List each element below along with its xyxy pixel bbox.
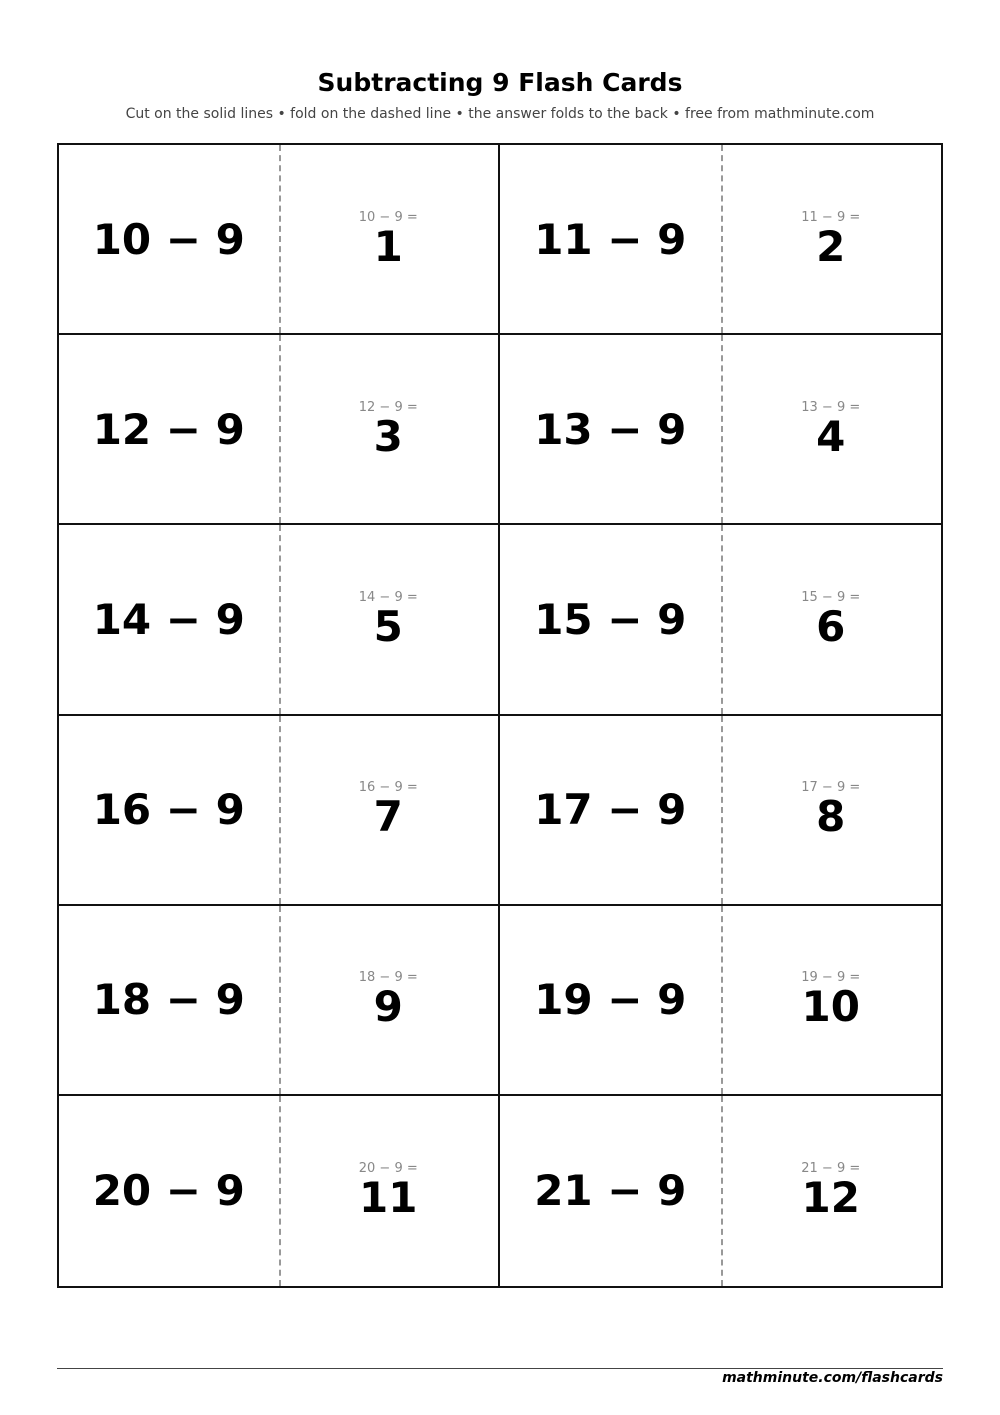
card-back [721, 1096, 942, 1286]
card-hint: 15 − 9 = [801, 589, 861, 605]
card-hint: 18 − 9 = [358, 970, 418, 986]
card-hint: 10 − 9 = [358, 209, 418, 225]
card-back [279, 525, 499, 713]
card-answer: 9 [373, 982, 403, 1032]
card-back [721, 335, 942, 523]
card-hint: 21 − 9 = [801, 1161, 861, 1177]
card-hint: 20 − 9 = [358, 1161, 418, 1177]
card-problem: 13 − 9 [534, 404, 687, 454]
card-back [721, 145, 942, 333]
card-problem: 19 − 9 [534, 975, 687, 1025]
card-back [279, 145, 499, 333]
card-answer: 11 [359, 1173, 418, 1223]
card-back [721, 525, 942, 713]
card-problem: 16 − 9 [92, 785, 245, 835]
flashcard [59, 1096, 500, 1286]
footer-url: mathminute.com/flashcards [722, 1370, 943, 1386]
card-problem: 18 − 9 [92, 975, 245, 1025]
flashcard [500, 335, 941, 525]
instructions: Cut on the solid lines • fold on the dashed line • the answer folds to the back • free from mathminute.com [125, 106, 875, 122]
card-hint: 14 − 9 = [358, 589, 418, 605]
card-problem: 17 − 9 [534, 785, 687, 835]
flashcard [500, 716, 941, 906]
flashcard [500, 525, 941, 715]
card-back [279, 906, 499, 1094]
card-back [279, 716, 499, 904]
card-answer: 1 [373, 221, 403, 271]
card-answer: 8 [816, 792, 846, 842]
card-problem: 15 − 9 [534, 594, 687, 644]
card-back [721, 906, 942, 1094]
card-back [279, 1096, 499, 1286]
card-problem: 21 − 9 [534, 1166, 687, 1216]
card-hint: 17 − 9 = [801, 780, 861, 796]
page-title: Subtracting 9 Flash Cards [317, 68, 683, 97]
card-answer: 5 [373, 601, 403, 651]
card-problem: 10 − 9 [92, 214, 245, 264]
flashcard [500, 1096, 941, 1286]
card-hint: 11 − 9 = [801, 209, 861, 225]
flashcard [59, 145, 500, 335]
flashcard [59, 716, 500, 906]
card-back [279, 335, 499, 523]
card-answer: 10 [801, 982, 860, 1032]
card-answer: 2 [816, 221, 846, 271]
card-hint: 16 − 9 = [358, 780, 418, 796]
flashcard [59, 335, 500, 525]
flashcard [500, 145, 941, 335]
card-hint: 19 − 9 = [801, 970, 861, 986]
flashcard [59, 525, 500, 715]
card-back [721, 716, 942, 904]
card-problem: 14 − 9 [92, 594, 245, 644]
flashcard [500, 906, 941, 1096]
card-answer: 6 [816, 601, 846, 651]
flashcard [59, 906, 500, 1096]
card-answer: 7 [373, 792, 403, 842]
card-answer: 3 [373, 411, 403, 461]
card-problem: 12 − 9 [92, 404, 245, 454]
card-problem: 11 − 9 [534, 214, 687, 264]
card-answer: 4 [816, 411, 846, 461]
card-answer: 12 [801, 1173, 860, 1223]
card-hint: 12 − 9 = [358, 399, 418, 415]
card-hint: 13 − 9 = [801, 399, 861, 415]
card-problem: 20 − 9 [92, 1166, 245, 1216]
flashcard-grid [57, 143, 943, 1288]
